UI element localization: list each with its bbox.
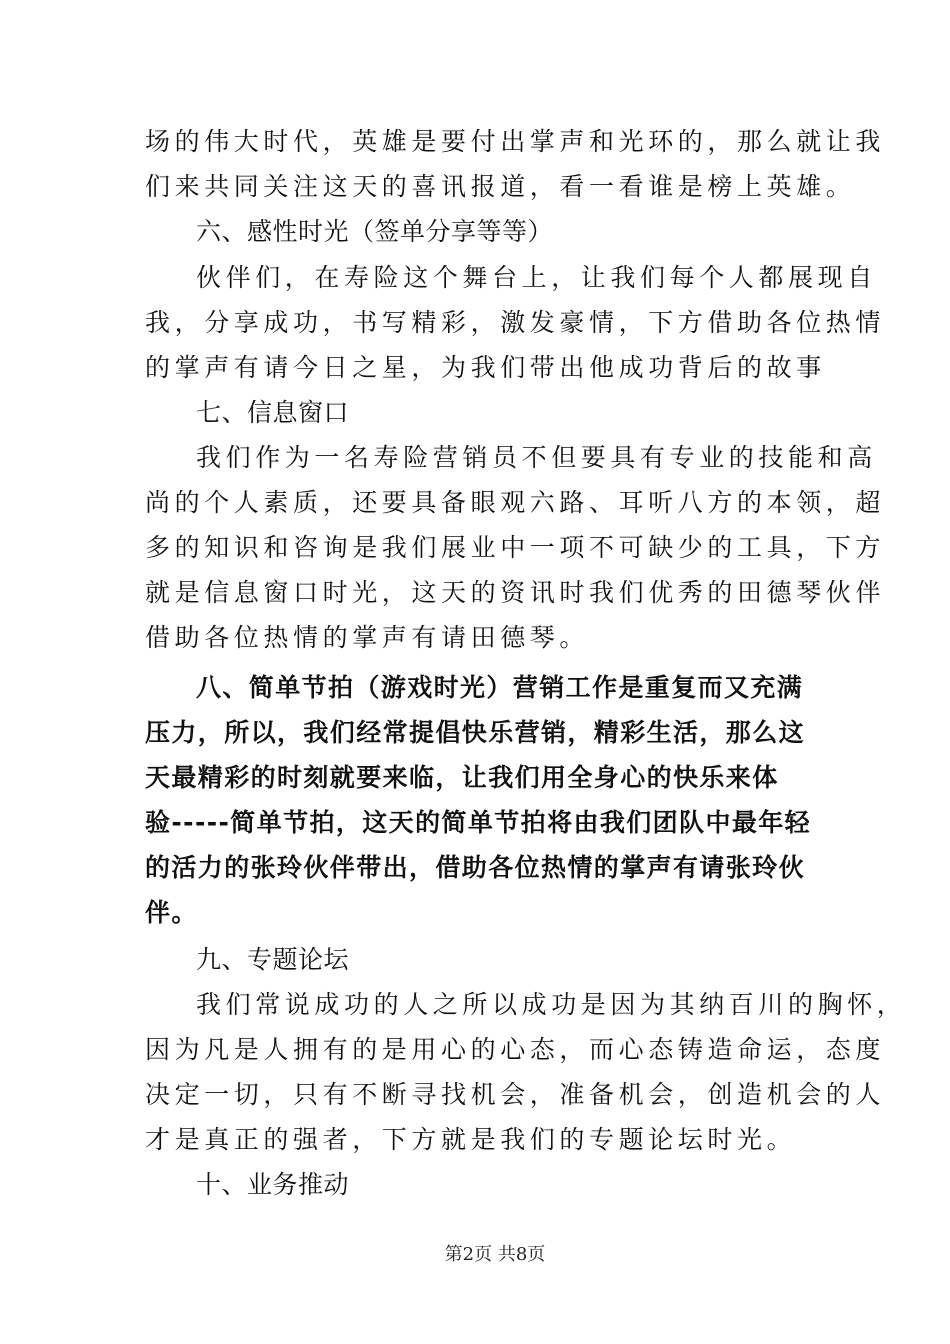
body-line: 场的伟大时代，英雄是要付出掌声和光环的，那么就让我 — [145, 127, 886, 156]
body-line: 就是信息窗口时光，这天的资讯时我们优秀的田德琴伙伴 — [145, 578, 886, 607]
body-line: 才是真正的强者，下方就是我们的专题论坛时光。 — [145, 1125, 797, 1154]
body-line: 尚的个人素质，还要具备眼观六路、耳听八方的本领，超 — [145, 488, 886, 517]
body-line: 因为凡是人拥有的是用心的心态，而心态铸造命运，态度 — [145, 1035, 886, 1064]
body-line: 们来共同关注这天的喜讯报道，看一看谁是榜上英雄。 — [145, 172, 856, 201]
bold-line: 八、简单节拍（游戏时光）营销工作是重复而又充满 — [196, 673, 804, 702]
body-line: 决定一切，只有不断寻找机会，准备机会，创造机会的人 — [145, 1080, 886, 1109]
bold-line: 天最精彩的时刻就要来临，让我们用全身心的快乐来体 — [145, 763, 779, 792]
bold-line: 的活力的张玲伙伴带出，借助各位热情的掌声有请张玲伙 — [145, 853, 806, 882]
body-line: 我们常说成功的人之所以成功是因为其纳百川的胸怀， — [196, 990, 907, 1019]
page-footer: 第2页 共8页 — [444, 1244, 546, 1265]
body-line: 我们作为一名寿险营销员不但要具有专业的技能和高 — [196, 443, 877, 472]
body-line: 多的知识和咨询是我们展业中一项不可缺少的工具，下方 — [145, 533, 886, 562]
section-heading-9: 九、专题论坛 — [196, 945, 350, 974]
section-heading-7: 七、信息窗口 — [196, 398, 350, 427]
section-heading-6: 六、感性时光（签单分享等等） — [196, 217, 554, 246]
bold-line: 压力，所以，我们经常提倡快乐营销，精彩生活，那么这 — [145, 718, 806, 747]
body-line: 我，分享成功，书写精彩，激发豪情，下方借助各位热情 — [145, 308, 886, 337]
bold-line: 验-----简单节拍，这天的简单节拍将由我们团队中最年轻 — [145, 808, 812, 837]
section-heading-10: 十、业务推动 — [196, 1170, 350, 1199]
body-line: 伙伴们，在寿险这个舞台上，让我们每个人都展现自 — [196, 263, 877, 292]
body-line: 的掌声有请今日之星，为我们带出他成功背后的故事 — [145, 353, 826, 382]
bold-line: 伴。 — [145, 898, 198, 927]
body-line: 借助各位热情的掌声有请田德琴。 — [145, 623, 590, 652]
